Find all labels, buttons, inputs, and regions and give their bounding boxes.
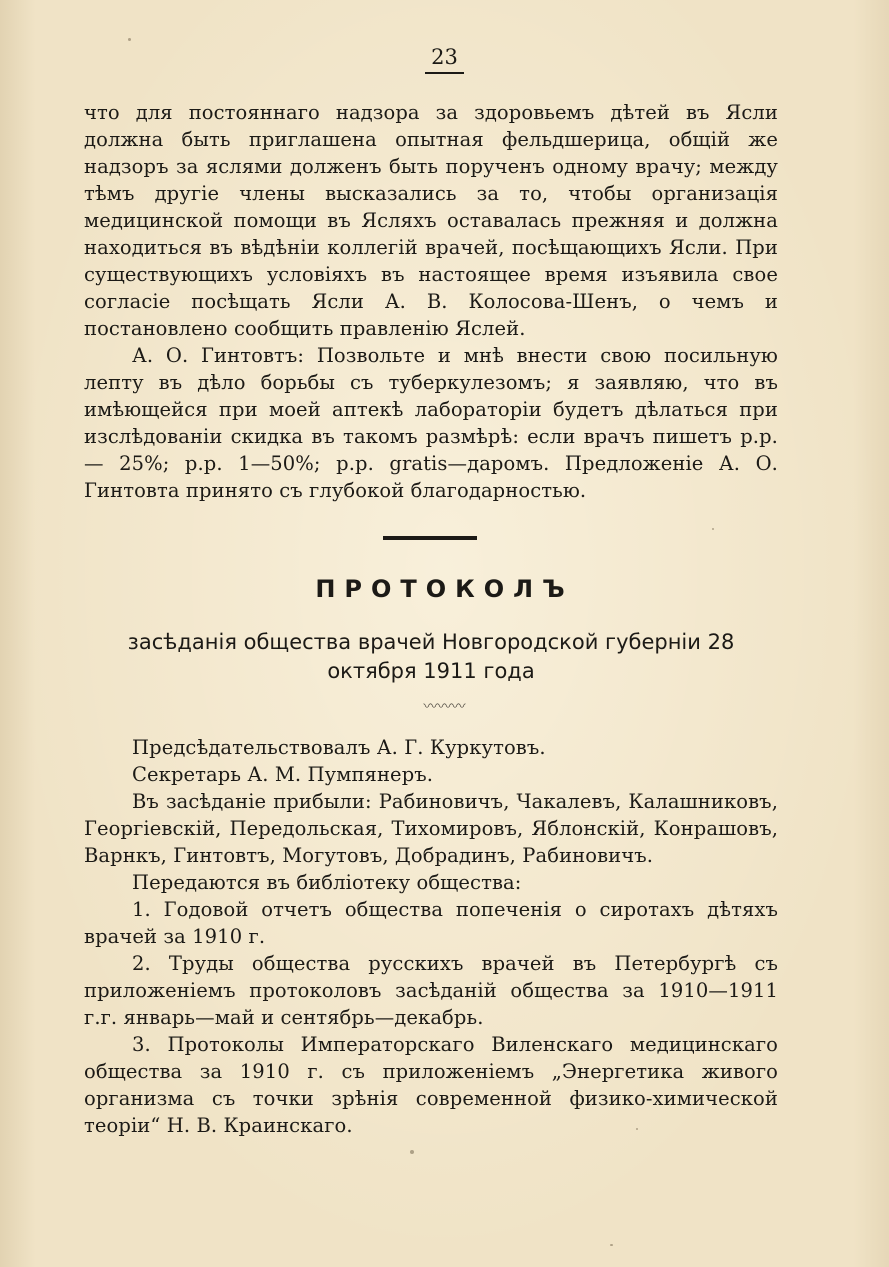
paragraph-secretary: Секретарь А. М. Пумпянеръ. xyxy=(132,763,434,786)
section-divider xyxy=(383,536,477,540)
paper-speck xyxy=(636,1128,638,1130)
paragraph-gintovt-proposal: А. О. Гинтовтъ: Позвольте и мнѣ внести свою посильную лепту въ дѣло борьбы съ туберкулезомъ; я заявляю, что въ имѣющейся при моей аптекѣ лабораторіи будетъ дѣлаться при изслѣдованіи скидка въ такомъ размѣрѣ: если врачъ пишетъ р.р.— 25%; р.р. 1—50%; р.р. gratis—даромъ. Предложеніе А. О. Гинтовта принято съ глубокой благодарностью. xyxy=(84,344,778,502)
page-number xyxy=(0,44,889,74)
paragraph-attendees: Въ засѣданіе прибыли: Рабиновичъ, Чакалевъ, Калашниковъ, Георгіевскій, Передольская, Тихомировъ, Яблонскій, Конрашовъ, Варнкъ, Гинтовтъ, Могутовъ, Добрадинъ, Рабиновичъ. xyxy=(84,790,778,867)
paragraph-library-intro: Передаются въ библіотеку общества: xyxy=(132,871,522,894)
paper-speck xyxy=(128,38,131,41)
protocol-subtitle: засѣданія общества врачей Новгородской губерніи 28 октября 1911 года xyxy=(127,630,735,683)
page-number-label: 23 xyxy=(425,44,464,74)
wave-ornament: 〰〰〰 xyxy=(423,699,466,715)
paragraph-nursery-supervision: что для постояннаго надзора за здоровьемъ дѣтей въ Ясли должна быть приглашена опытная фельдшерица, общій же надзоръ за яслями долженъ быть порученъ одному врачу; между тѣмъ другіе члены высказались за то, чтобы организація медицинской помощи въ Ясляхъ оставалась прежняя и должна находиться въ вѣдѣніи коллегій врачей, посѣщающихъ Ясли. При существующихъ условіяхъ въ настоящее время изъявила свое согласіе посѣщать Ясли А. В. Колосова-Шенъ, о чемъ и постановлено сообщить правленію Яслей. xyxy=(84,101,778,340)
protocol-body xyxy=(84,734,778,1139)
paper-speck xyxy=(610,1244,613,1246)
protocol-title: ПРОТОКОЛЪ xyxy=(315,575,574,603)
list-item-2: 2. Труды общества русскихъ врачей въ Петербургѣ съ приложеніемъ протоколовъ засѣданій общества за 1910—1911 г.г. январь—май и сентябрь—декабрь. xyxy=(84,952,778,1029)
list-item-1: 1. Годовой отчетъ общества попеченія о сиротахъ дѣтяхъ врачей за 1910 г. xyxy=(84,898,778,948)
paper-speck xyxy=(712,528,714,530)
previous-protocol-text xyxy=(84,99,778,504)
paragraph-chairman: Предсѣдательствовалъ А. Г. Куркутовъ. xyxy=(132,736,546,759)
list-item-3: 3. Протоколы Императорскаго Виленскаго медицинскаго общества за 1910 г. съ приложеніемъ „Энергетика живого организма съ точки зрѣнія современной физико-химической теоріи“ Н. В. Краинскаго. xyxy=(84,1033,778,1137)
paper-speck xyxy=(410,1150,414,1154)
